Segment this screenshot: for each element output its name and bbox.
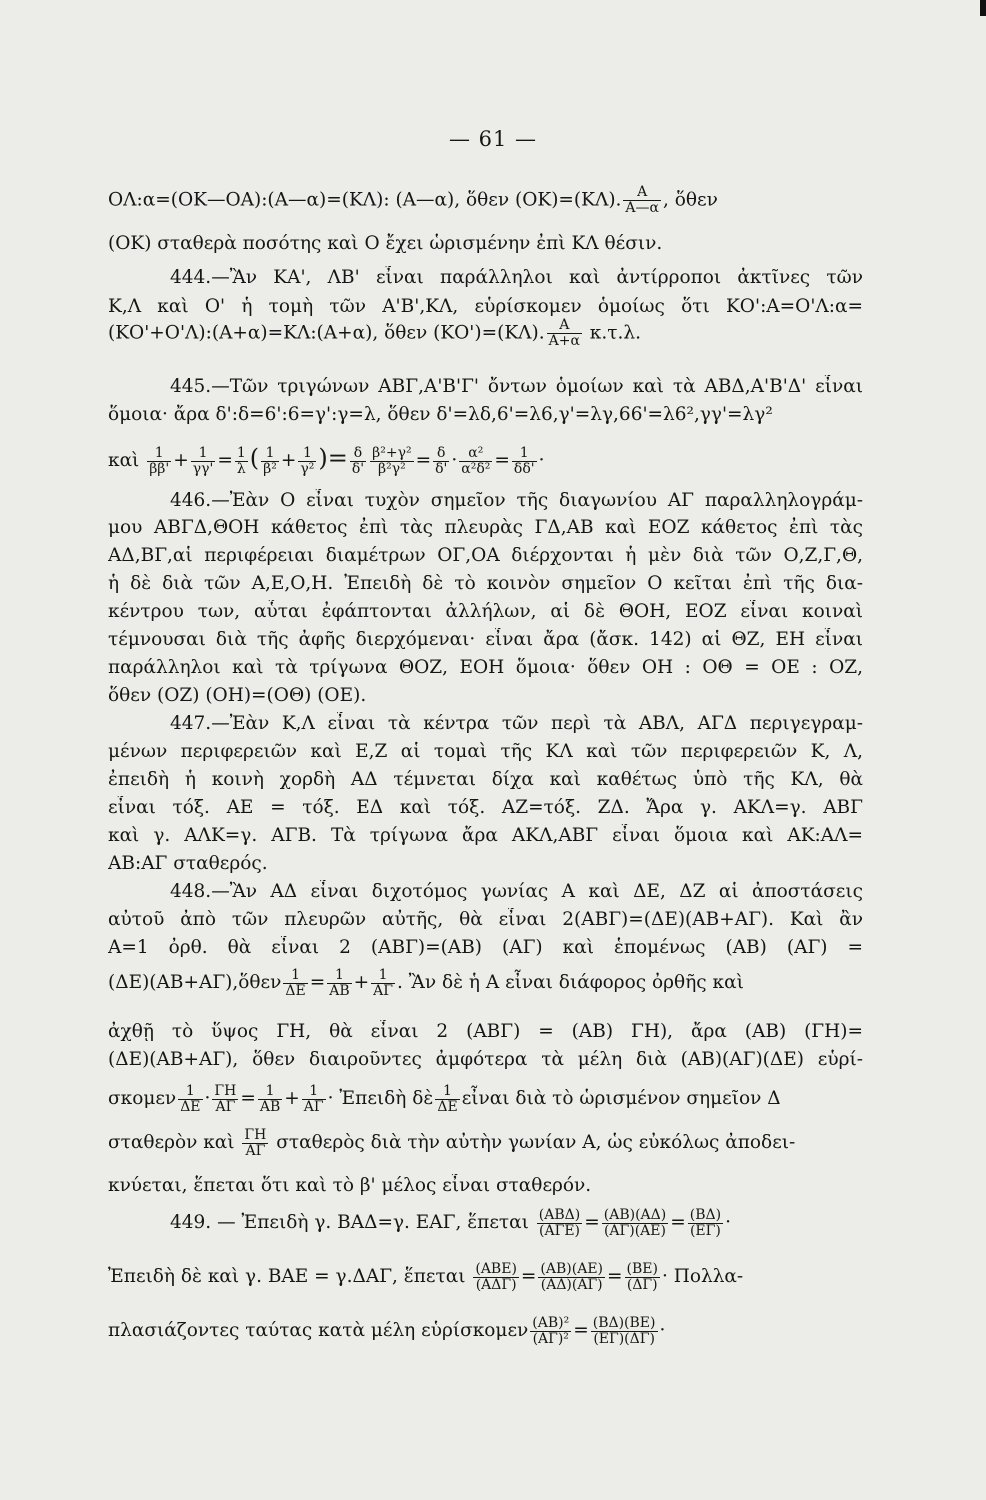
fraction-denominator: γ² xyxy=(300,460,315,477)
fraction-numerator: ΓΗ xyxy=(244,1126,267,1143)
text-line: ΑΔ,ΒΓ,αἱ περιφέρειαι διαμέτρων ΟΓ,ΟΑ διέρχονται ἡ μὲν διὰ τῶν Ο,Ζ,Γ,Θ, xyxy=(108,545,863,566)
text-segment xyxy=(688,1208,723,1239)
fraction-denominator: ΑΒ xyxy=(329,982,350,999)
fraction-numerator: 1 xyxy=(236,444,246,461)
text-line: 447.—Ἐὰν Κ,Λ εἶναι τὰ κέντρα τῶν περὶ τὰ ΑΒΛ, ΑΓΔ περιγεγραμ- xyxy=(170,713,863,734)
text-segment: = xyxy=(584,1212,600,1233)
fraction-denominator: (ΕΓ)(ΔΓ) xyxy=(593,1330,655,1347)
text-segment: · Πολλα- xyxy=(661,1266,744,1287)
fraction-numerator: δ xyxy=(433,446,449,462)
text-segment: = xyxy=(573,1320,589,1341)
fraction-denominator: α²δ² xyxy=(461,460,491,477)
text-line xyxy=(108,318,863,349)
fraction-denominator: ΑΓ xyxy=(303,1098,324,1115)
fraction-numerator: (ΑΒΔ) xyxy=(538,1206,581,1223)
text-line: εἶναι τόξ. ΑΕ = τόξ. ΕΔ καὶ τόξ. ΑΖ=τόξ. ΖΔ. Ἄρα γ. ΑΚΛ=γ. ΑΒΓ xyxy=(108,797,863,818)
text-line: αὐτοῦ ἀπὸ τῶν πλευρῶν αὐτῆς, θὰ εἶναι 2(ΑΒΓ)=(ΔΕ)(ΑΒ+ΑΓ). Καὶ ἂν xyxy=(108,909,863,930)
text-line: καὶ γ. ΑΛΚ=γ. ΑΓΒ. Τὰ τρίγωνα ἄρα ΑΚΛ,ΑΒΓ εἶναι ὅμοια καὶ ΑΚ:ΑΛ= xyxy=(108,825,863,846)
text-segment: = xyxy=(240,1088,256,1109)
text-segment xyxy=(370,446,413,477)
fraction-numerator: (ΑΒ)(ΑΕ) xyxy=(540,1260,603,1277)
text-segment xyxy=(298,446,316,477)
page-edge-mark xyxy=(980,0,986,16)
fraction-numerator: 1 xyxy=(258,1084,282,1100)
text-line: Α=1 ὀρθ. θὰ εἶναι 2 (ΑΒΓ)=(ΑΒ) (ΑΓ) καὶ ἑπομένως (ΑΒ) (ΑΓ) = xyxy=(108,937,863,958)
text-segment xyxy=(459,446,492,477)
text-line: 446.—Ἐὰν Ο εἶναι τυχὸν σημεῖον τῆς διαγωνίου ΑΓ παραλληλογράμ- xyxy=(170,490,863,511)
fraction-denominator: δ' xyxy=(351,460,365,477)
fraction-denominator: ΑΓ xyxy=(373,982,393,999)
text-segment xyxy=(625,1262,660,1293)
text-line: τέμνουσαι διὰ τῆς ἀφῆς διερχόμεναι· εἶναι ἄρα (ἄσκ. 142) αἱ ΘΖ, ΕΗ εἶναι xyxy=(108,629,863,650)
text-line: 444.—Ἂν ΚΑ', ΛΒ' εἶναι παράλληλοι καὶ ἀντίρροποι ἀκτῖνες τῶν xyxy=(170,267,863,288)
formula-line xyxy=(108,1308,863,1354)
text-segment: Ἐπειδὴ δὲ καὶ γ. ΒΑΕ = γ.ΔΑΓ, ἕπεται xyxy=(108,1266,466,1287)
fraction-numerator: δ xyxy=(350,446,366,462)
formula-line xyxy=(108,1120,863,1166)
fraction-numerator: (ΑΒΕ) xyxy=(475,1260,517,1277)
fraction-denominator: ΑΓ xyxy=(245,1142,266,1159)
text-segment xyxy=(191,446,216,477)
text-line: μένων περιφερειῶν καὶ Ε,Ζ αἱ τομαὶ τῆς ΚΛ καὶ τῶν περιφερειῶν Κ, Λ, xyxy=(108,741,863,762)
fraction-numerator: 1 xyxy=(512,446,537,462)
fraction-denominator: (ΔΓ) xyxy=(626,1276,658,1293)
text-segment xyxy=(512,446,537,477)
fraction-denominator: δ' xyxy=(435,460,448,477)
fraction-numerator: (ΒΔ) xyxy=(689,1206,722,1223)
text-segment: εἶναι διὰ τὸ ὡρισμένον σημεῖον Δ xyxy=(461,1088,781,1109)
fraction-numerator: 1 xyxy=(435,1084,459,1100)
text-line: ἀχθῇ τὸ ὕψος ΓΗ, θὰ εἶναι 2 (ΑΒΓ) = (ΑΒ) ΓΗ), ἄρα (ΑΒ) (ΓΗ)= xyxy=(108,1021,863,1042)
fraction-numerator: 1 xyxy=(191,446,216,462)
text-segment xyxy=(591,1316,658,1347)
fraction-numerator: 1 xyxy=(261,446,279,462)
fraction-denominator: ββ' xyxy=(149,460,170,477)
fraction-numerator: Α xyxy=(547,318,582,334)
text-segment xyxy=(473,1262,519,1293)
text-line: κέντρου των, αὗται ἐφάπτονται ἀλλήλων, αἱ δὲ ΘΟΗ, ΕΟΖ εἶναι κοιναὶ xyxy=(108,601,863,622)
text-line: 448.—Ἂν ΑΔ εἶναι διχοτόμος γωνίας Α καὶ ΔΕ, ΔΖ αἱ ἀποστάσεις xyxy=(170,881,863,902)
fraction-denominator: β² xyxy=(263,460,277,477)
text-line xyxy=(108,185,863,216)
text-line: 445.—Τῶν τριγώνων ΑΒΓ,Α'Β'Γ' ὄντων ὁμοίων καὶ τὰ ΑΒΔ,Α'Β'Δ' εἶναι xyxy=(170,376,863,397)
text-segment xyxy=(433,446,449,477)
fraction-numerator: 1 xyxy=(147,446,171,462)
text-line: ὅθεν (ΟΖ) (ΟΗ)=(ΟΘ) (ΟΕ). xyxy=(108,685,367,706)
text-segment: σταθερὸς διὰ τὴν αὐτὴν γωνίαν Α, ὡς εὐκόλως ἀποδει- xyxy=(276,1132,796,1153)
text-segment xyxy=(235,446,248,477)
formula-line xyxy=(108,432,863,484)
fraction-denominator: ΔΕ xyxy=(180,1098,201,1115)
text-segment: + xyxy=(280,450,297,471)
fraction xyxy=(547,318,582,349)
fraction-numerator: 1 xyxy=(327,968,351,984)
fraction-denominator: ΔΕ xyxy=(285,982,306,999)
text-segment: · xyxy=(538,450,545,471)
fraction-numerator: Α xyxy=(623,185,661,201)
fraction-denominator: Α+α xyxy=(548,333,580,349)
text-segment: )= xyxy=(318,444,348,472)
text-segment xyxy=(435,1084,459,1115)
text-segment: · xyxy=(725,1212,731,1233)
text-segment: καὶ xyxy=(108,450,140,471)
page-number: — 61 — xyxy=(448,127,538,151)
fraction-denominator: (ΑΔ)(ΑΓ) xyxy=(540,1276,603,1293)
text-segment: σταθερὸν καὶ xyxy=(108,1132,235,1153)
text-segment: σκομεν xyxy=(108,1088,177,1109)
text-segment: . Ἂν δὲ ἡ Α εἶναι διάφορος ὀρθῆς καὶ xyxy=(396,972,744,993)
fraction-denominator: ΑΓ xyxy=(215,1098,236,1115)
text-segment: + xyxy=(284,1088,300,1109)
text-segment: ΟΛ:α=(ΟΚ—ΟΑ):(Α—α)=(ΚΛ): (Α—α), ὅθεν (ΟΚ)=(ΚΛ). xyxy=(108,189,622,211)
text-segment: = xyxy=(670,1212,686,1233)
text-segment: · xyxy=(204,1088,211,1109)
fraction-numerator: 1 xyxy=(371,968,395,984)
text-line: μου ΑΒΓΔ,ΘΟΗ κάθετος ἐπὶ τὰς πλευρὰς ΓΔ,ΑΒ καὶ ΕΟΖ κάθετος ἐπὶ τὰς xyxy=(108,517,863,538)
fraction-numerator: (ΑΒ)² xyxy=(532,1314,570,1331)
text-segment xyxy=(212,1084,238,1115)
text-line: ἡ δὲ διὰ τῶν Α,Ε,Ο,Η. Ἐπειδὴ δὲ τὸ κοινὸν σημεῖον Ο κεῖται ἐπὶ τῆς δια- xyxy=(108,573,863,594)
formula-line xyxy=(108,1254,863,1300)
text-segment: = xyxy=(494,450,510,471)
text-segment xyxy=(178,1084,202,1115)
formula-line xyxy=(108,960,863,1006)
text-segment: = xyxy=(607,1266,623,1287)
text-segment xyxy=(147,446,171,477)
fraction-numerator: (ΒΕ) xyxy=(626,1260,658,1277)
text-segment xyxy=(327,968,351,999)
fraction-denominator: δδ' xyxy=(513,460,535,477)
fraction-denominator: ΔΕ xyxy=(437,1098,458,1115)
text-segment: · xyxy=(451,450,458,471)
fraction-numerator: ΓΗ xyxy=(214,1082,237,1099)
fraction-denominator: λ xyxy=(236,460,246,477)
text-segment: · xyxy=(659,1320,666,1341)
fraction-numerator: 1 xyxy=(302,1084,326,1100)
text-segment xyxy=(350,446,366,477)
fraction-denominator: (ΑΓ)² xyxy=(532,1330,569,1347)
fraction-denominator: (ΑΔΓ) xyxy=(475,1276,517,1293)
fraction-denominator: Α—α xyxy=(625,200,659,216)
fraction-numerator: 1 xyxy=(283,968,307,984)
fraction-denominator: (ΑΓ)(ΑΕ) xyxy=(603,1222,666,1239)
fraction-denominator: ΑΒ xyxy=(259,1098,281,1115)
text-segment xyxy=(258,1084,282,1115)
text-segment: + xyxy=(173,450,189,471)
text-segment: + xyxy=(353,972,370,993)
text-segment: 449. — Ἐπειδὴ γ. ΒΑΔ=γ. ΕΑΓ, ἕπεται xyxy=(170,1212,529,1233)
text-line: ὅμοια· ἄρα δ':δ=6':6=γ':γ=λ, ὅθεν δ'=λδ,6'=λ6,γ'=λγ,66'=λ6²,γγ'=λγ² xyxy=(108,404,773,425)
text-segment xyxy=(530,1316,571,1347)
text-line: Κ,Λ καὶ Ο' ἡ τομὴ τῶν Α'Β',ΚΛ, εὑρίσκομεν ὁμοίως ὅτι ΚΟ':Α=Ο'Λ:α= xyxy=(108,296,863,317)
fraction-denominator: β²γ² xyxy=(378,460,406,477)
text-line: κνύεται, ἕπεται ὅτι καὶ τὸ β' μέλος εἶναι σταθερόν. xyxy=(108,1175,592,1196)
text-line: παράλληλοι καὶ τὰ τρίγωνα ΘΟΖ, ΕΟΗ ὅμοια· ὅθεν ΟΗ : ΟΘ = ΟΕ : ΟΖ, xyxy=(108,657,863,678)
fraction-numerator: 1 xyxy=(178,1084,202,1100)
fraction-numerator: α² xyxy=(459,446,492,462)
text-segment xyxy=(537,1208,582,1239)
fraction-denominator: (ΕΓ) xyxy=(689,1222,721,1239)
fraction-numerator: (ΒΔ)(ΒΕ) xyxy=(592,1314,656,1331)
text-segment xyxy=(261,446,279,477)
text-segment: (ΚΟ'+Ο'Λ):(Α+α)=ΚΛ:(Α+α), ὅθεν (ΚΟ')=(ΚΛ). xyxy=(108,322,545,344)
text-line: (ΟΚ) σταθερὰ ποσότης καὶ Ο ἔχει ὡρισμένην ἐπὶ ΚΛ θέσιν. xyxy=(108,233,663,254)
text-segment xyxy=(538,1262,605,1293)
text-segment: πλασιάζοντες ταύτας κατὰ μέλη εὑρίσκομεν xyxy=(108,1320,529,1341)
text-segment: (ΔΕ)(ΑΒ+ΑΓ),ὅθεν xyxy=(108,972,282,993)
text-segment: = xyxy=(415,450,432,471)
text-segment xyxy=(602,1208,668,1239)
text-segment xyxy=(302,1084,326,1115)
text-line: ἐπειδὴ ἡ κοινὴ χορδὴ ΑΔ τέμνεται δίχα καὶ καθέτως ὑπὸ τῆς ΚΛ, θὰ xyxy=(108,769,863,790)
text-segment: κ.τ.λ. xyxy=(589,322,641,344)
text-segment xyxy=(371,968,395,999)
text-line: (ΔΕ)(ΑΒ+ΑΓ), ὅθεν διαιροῦντες ἀμφότερα τὰ μέλη διὰ (ΑΒ)(ΑΓ)(ΔΕ) εὑρί- xyxy=(108,1049,863,1070)
text-segment: · Ἐπειδὴ δὲ xyxy=(327,1088,434,1109)
text-line: ΑΒ:ΑΓ σταθερός. xyxy=(108,853,268,874)
fraction-numerator: 1 xyxy=(298,446,316,462)
formula-line xyxy=(108,1076,863,1122)
text-segment: = xyxy=(520,1266,537,1287)
formula-line xyxy=(170,1200,863,1246)
text-segment: = xyxy=(217,450,233,471)
text-segment xyxy=(242,1128,268,1159)
fraction xyxy=(623,185,661,216)
fraction-denominator: γγ' xyxy=(192,460,214,477)
text-segment: = xyxy=(309,972,326,993)
text-segment: , ὅθεν xyxy=(663,189,718,211)
fraction-denominator: (ΑΓΕ) xyxy=(539,1222,580,1239)
text-segment xyxy=(283,968,307,999)
fraction-numerator: β²+γ² xyxy=(372,444,412,461)
text-segment: ( xyxy=(249,444,260,472)
fraction-numerator: (ΑΒ)(ΑΔ) xyxy=(603,1206,667,1223)
